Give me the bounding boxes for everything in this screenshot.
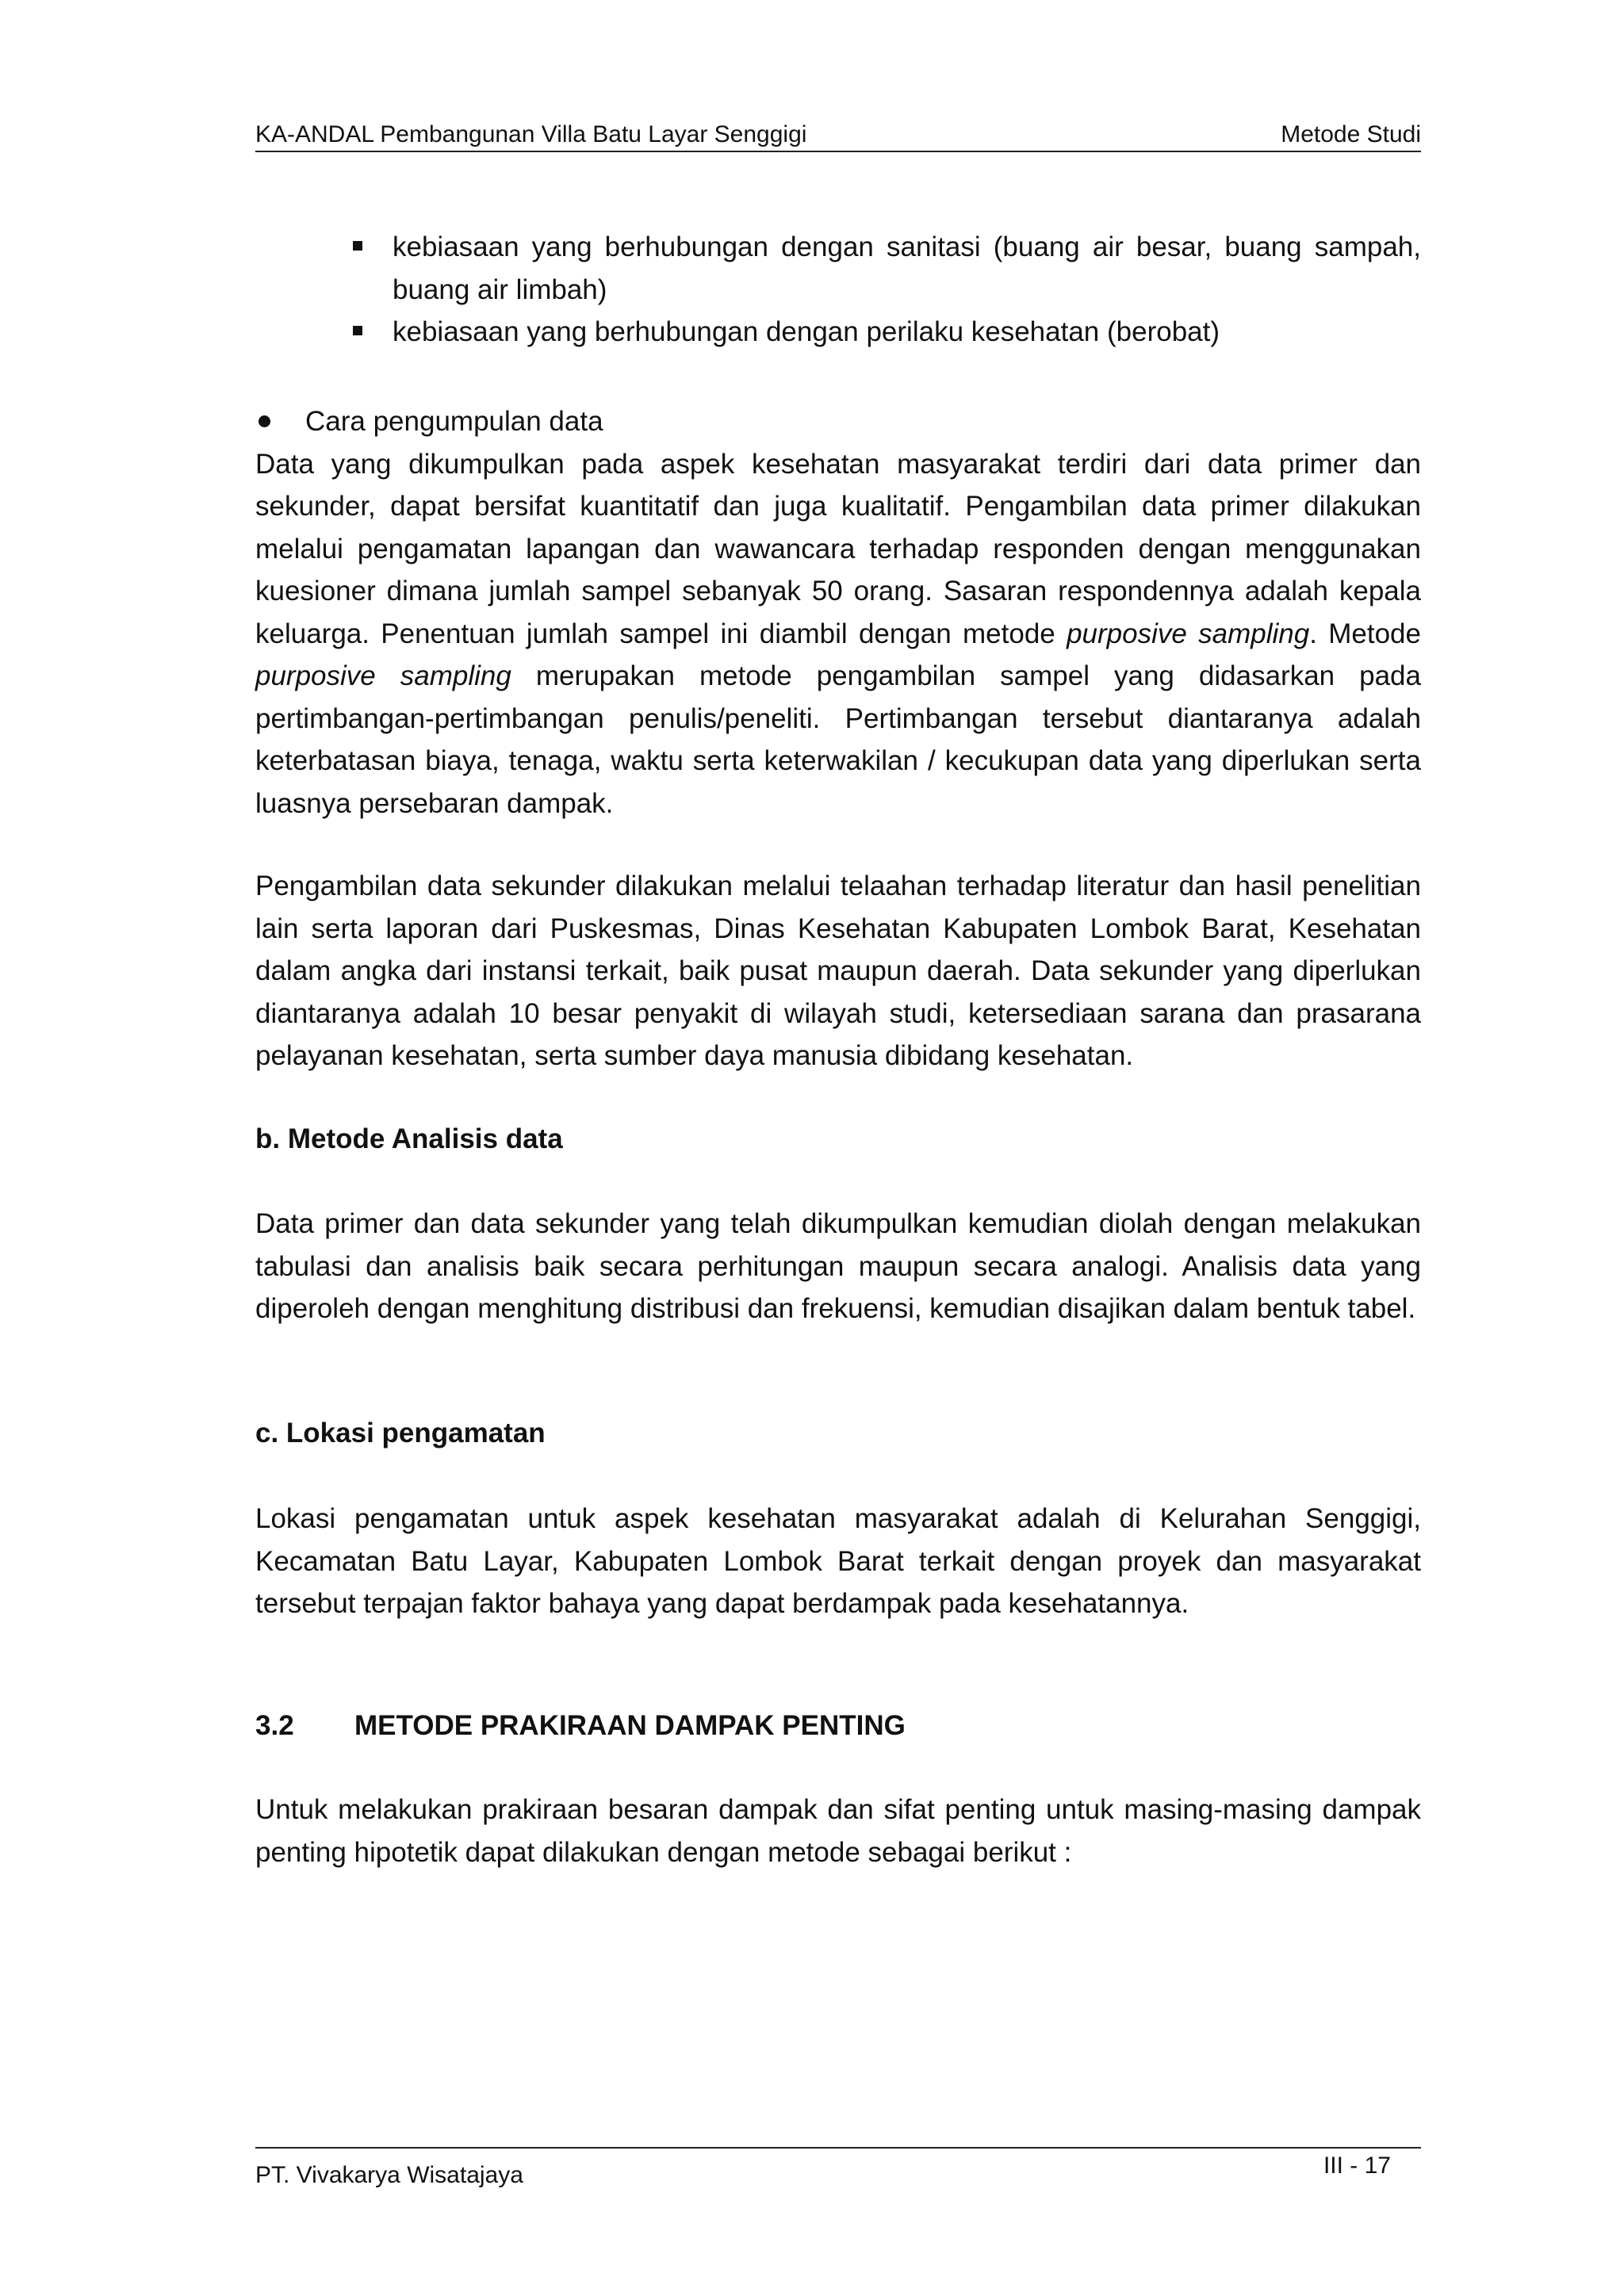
paragraph-text: Lokasi pengamatan untuk aspek kesehatan masyarakat adalah di Kelurahan Senggigi, Kecamatan Batu Layar, Kabupaten Lombok Barat terkait dengan proyek dan masyarakat tersebut terpajan faktor bahaya yang dapat berdampak pada kesehatannya. xyxy=(255,1503,1421,1619)
collection-paragraph-1 xyxy=(255,443,1421,825)
paragraph-text: Data primer dan data sekunder yang telah dikumpulkan kemudian diolah dengan melakukan tabulasi dan analisis baik secara perhitungan maupun secara analogi. Analisis data yang diperoleh dengan menghitung distribusi dan frekuensi, kemudian disajikan dalam bentuk tabel. xyxy=(255,1208,1421,1324)
list-item-text: kebiasaan yang berhubungan dengan sanitasi (buang air besar, buang sampah, buang air limbah) xyxy=(393,232,1421,305)
footer-company: PT. Vivakarya Wisatajaya xyxy=(255,2162,523,2188)
bullet-label: Cara pengumpulan data xyxy=(305,406,603,437)
paragraph-text: . Metode xyxy=(1309,618,1421,649)
header-document-title: KA-ANDAL Pembangunan Villa Batu Layar Senggigi xyxy=(255,121,807,147)
italic-term: purposive sampling xyxy=(1067,618,1310,649)
location-heading: c. Lokasi pengamatan xyxy=(255,1418,546,1448)
page-header xyxy=(255,116,1421,152)
paragraph-text: Untuk melakukan prakiraan besaran dampak dan sifat penting untuk masing-masing dampak penting hipotetik dapat dilakukan dengan metode sebagai berikut : xyxy=(255,1794,1421,1868)
square-bullet-icon xyxy=(353,241,362,251)
location-paragraph xyxy=(255,1498,1421,1625)
paragraph-text: merupakan metode pengambilan sampel yang didasarkan pada pertimbangan-pertimbangan penulis/peneliti. Pertimbangan tersebut diantaranya adalah keterbatasan biaya, tenaga, waktu serta keterwakilan / kecukupan data yang diperlukan serta luasnya persebaran dampak. xyxy=(255,660,1421,819)
square-bullet-icon xyxy=(353,326,362,335)
page-number: III - 17 xyxy=(1323,2152,1391,2179)
square-bullet-list xyxy=(353,226,1421,354)
italic-term: purposive sampling xyxy=(255,660,511,691)
analysis-paragraph xyxy=(255,1203,1421,1330)
bullet-item xyxy=(255,400,1421,443)
section-paragraph xyxy=(255,1789,1421,1873)
bullet-dot-icon xyxy=(259,415,270,427)
analysis-heading: b. Metode Analisis data xyxy=(255,1123,563,1154)
section-number: 3.2 xyxy=(255,1710,294,1741)
list-item xyxy=(353,226,1421,311)
paragraph-text: Data yang dikumpulkan pada aspek kesehatan masyarakat terdiri dari data primer dan sekunder, dapat bersifat kuantitatif dan juga kualitatif. Pengambilan data primer dilakukan melalui pengamatan lapangan dan wawancara terhadap responden dengan menggunakan kuesioner dimana jumlah sampel sebanyak 50 orang. Sasaran respondennya adalah kepala keluarga. Penentuan jumlah sampel ini diambil dengan metode xyxy=(255,448,1421,649)
header-section-title: Metode Studi xyxy=(1281,121,1421,147)
section-title: METODE PRAKIRAAN DAMPAK PENTING xyxy=(354,1710,906,1741)
data-collection-section xyxy=(255,400,1421,825)
list-item xyxy=(353,311,1421,354)
page-footer xyxy=(255,2147,1421,2188)
section-heading xyxy=(255,1705,1421,1747)
collection-paragraph-2 xyxy=(255,865,1421,1077)
paragraph-text: Pengambilan data sekunder dilakukan melalui telaahan terhadap literatur dan hasil penelitian lain serta laporan dari Puskesmas, Dinas Kesehatan Kabupaten Lombok Barat, Kesehatan dalam angka dari instansi terkait, baik pusat maupun daerah. Data sekunder yang diperlukan diantaranya adalah 10 besar penyakit di wilayah studi, ketersediaan sarana dan prasarana pelayanan kesehatan, serta sumber daya manusia dibidang kesehatan. xyxy=(255,871,1421,1071)
list-item-text: kebiasaan yang berhubungan dengan perilaku kesehatan (berobat) xyxy=(393,316,1220,347)
